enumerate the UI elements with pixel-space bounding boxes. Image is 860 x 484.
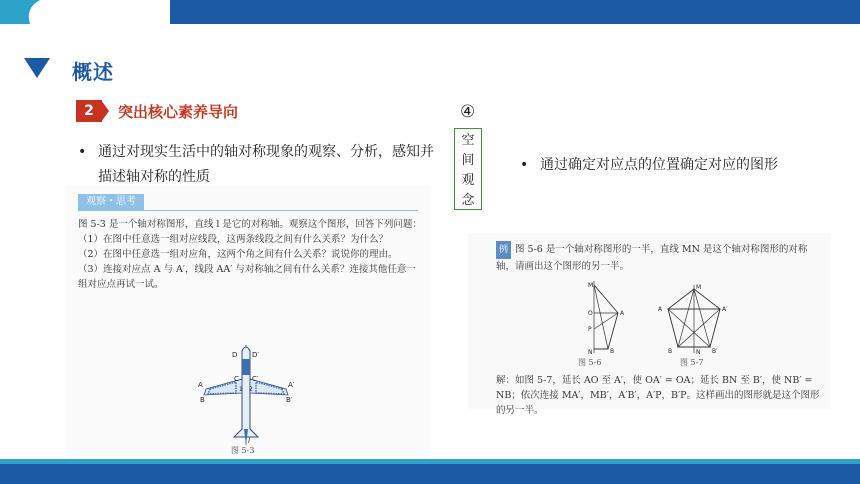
label-D: D	[232, 351, 238, 359]
label-O: O	[588, 310, 593, 317]
observe-question-text	[78, 217, 422, 292]
question-line: （3）连接对应点 A 与 A′，线段 AA′ 与对称轴之间有什么关系？连接其他任意一组对应点再试一试。	[78, 264, 416, 290]
example-problem-text: 图 5-6 是一个轴对称图形的一半，直线 MN 是这个轴对称图形的对称轴，请画出这个图形的另一半。	[496, 244, 808, 272]
bullet-right-text: 通过确定对应点的位置确定对应的图形	[540, 157, 778, 173]
bullet-right	[520, 154, 778, 176]
top-banner	[170, 0, 860, 24]
question-line: （1）在图中任意选一组对应线段，这两条线段之间有什么关系？为什么？	[78, 234, 389, 245]
question-line: （2）在图中任意选一组对应角，这两个角之间有什么关系？说说你的理由。	[78, 249, 398, 260]
figure-caption-5-7: 图 5-7	[680, 358, 704, 367]
example-badge: 例	[496, 241, 511, 259]
label-P: P	[588, 326, 592, 333]
label-A2: A′	[722, 306, 728, 313]
label-C2: C′	[252, 375, 259, 383]
example-problem	[496, 241, 822, 275]
label-B: B	[200, 396, 205, 404]
section-marker-icon	[24, 58, 50, 78]
concept-char: 念	[461, 193, 475, 208]
concept-number: ④	[460, 102, 476, 122]
observe-think-tag: 观察・思考	[78, 194, 144, 210]
bullet-left-text: 通过对现实生活中的轴对称现象的观察、分析，感知并描述轴对称的性质	[98, 144, 434, 185]
label-M: M	[696, 284, 702, 291]
label-angle-1: 1	[239, 386, 243, 393]
concept-box	[454, 128, 482, 210]
section-subtitle: 突出核心素养导向	[118, 103, 239, 121]
label-B2: B′	[712, 348, 718, 355]
airplane-figure	[196, 345, 296, 445]
badge-chevron-icon	[101, 100, 109, 122]
label-D2: D′	[252, 351, 259, 359]
label-B2: B′	[286, 396, 293, 404]
bullet-left	[78, 140, 438, 190]
label-angle-2: 2	[249, 386, 253, 393]
label-B: B	[610, 348, 615, 355]
textbook-excerpt-observe	[66, 185, 430, 458]
label-N: N	[696, 349, 701, 355]
example-solution	[496, 373, 826, 418]
label-M: M	[588, 282, 594, 289]
concept-char: 间	[461, 153, 475, 168]
label-C: C	[234, 375, 239, 383]
label-B: B	[668, 348, 673, 355]
label-A: A	[198, 381, 203, 389]
bullet-dot: •	[78, 144, 87, 160]
label-axis-l: l	[248, 437, 250, 445]
label-N: N	[588, 349, 593, 355]
bullet-dot: •	[520, 157, 529, 173]
figure-5-7	[654, 283, 734, 355]
section-number-badge: 2	[76, 100, 102, 122]
label-A2: A′	[288, 381, 295, 389]
top-corner-decoration	[0, 0, 50, 24]
figure-caption-5-3: 图 5-3	[231, 446, 255, 455]
label-A: A	[620, 310, 625, 317]
tag-underline	[78, 210, 418, 211]
solution-text: 解：如图 5-7，延长 AO 至 A′，使 OA′ = OA；延长 BN 至 B′，使 NB′ = NB；依次连接 MA′，MB′，A′B′，A′P，B′P。这样画出的图形就是这个图形的另一半。	[496, 375, 820, 416]
footer-banner	[0, 464, 860, 484]
question-line: 图 5-3 是一个轴对称图形，直线 l 是它的对称轴。观察这个图形，回答下列问题：	[78, 219, 422, 230]
label-A: A	[658, 306, 663, 313]
figure-caption-5-6: 图 5-6	[578, 358, 602, 367]
figure-5-6	[578, 279, 626, 355]
textbook-excerpt-example	[468, 233, 830, 416]
concept-char: 空	[461, 133, 475, 148]
concept-char: 观	[461, 173, 475, 188]
page-title: 概述	[72, 60, 114, 84]
